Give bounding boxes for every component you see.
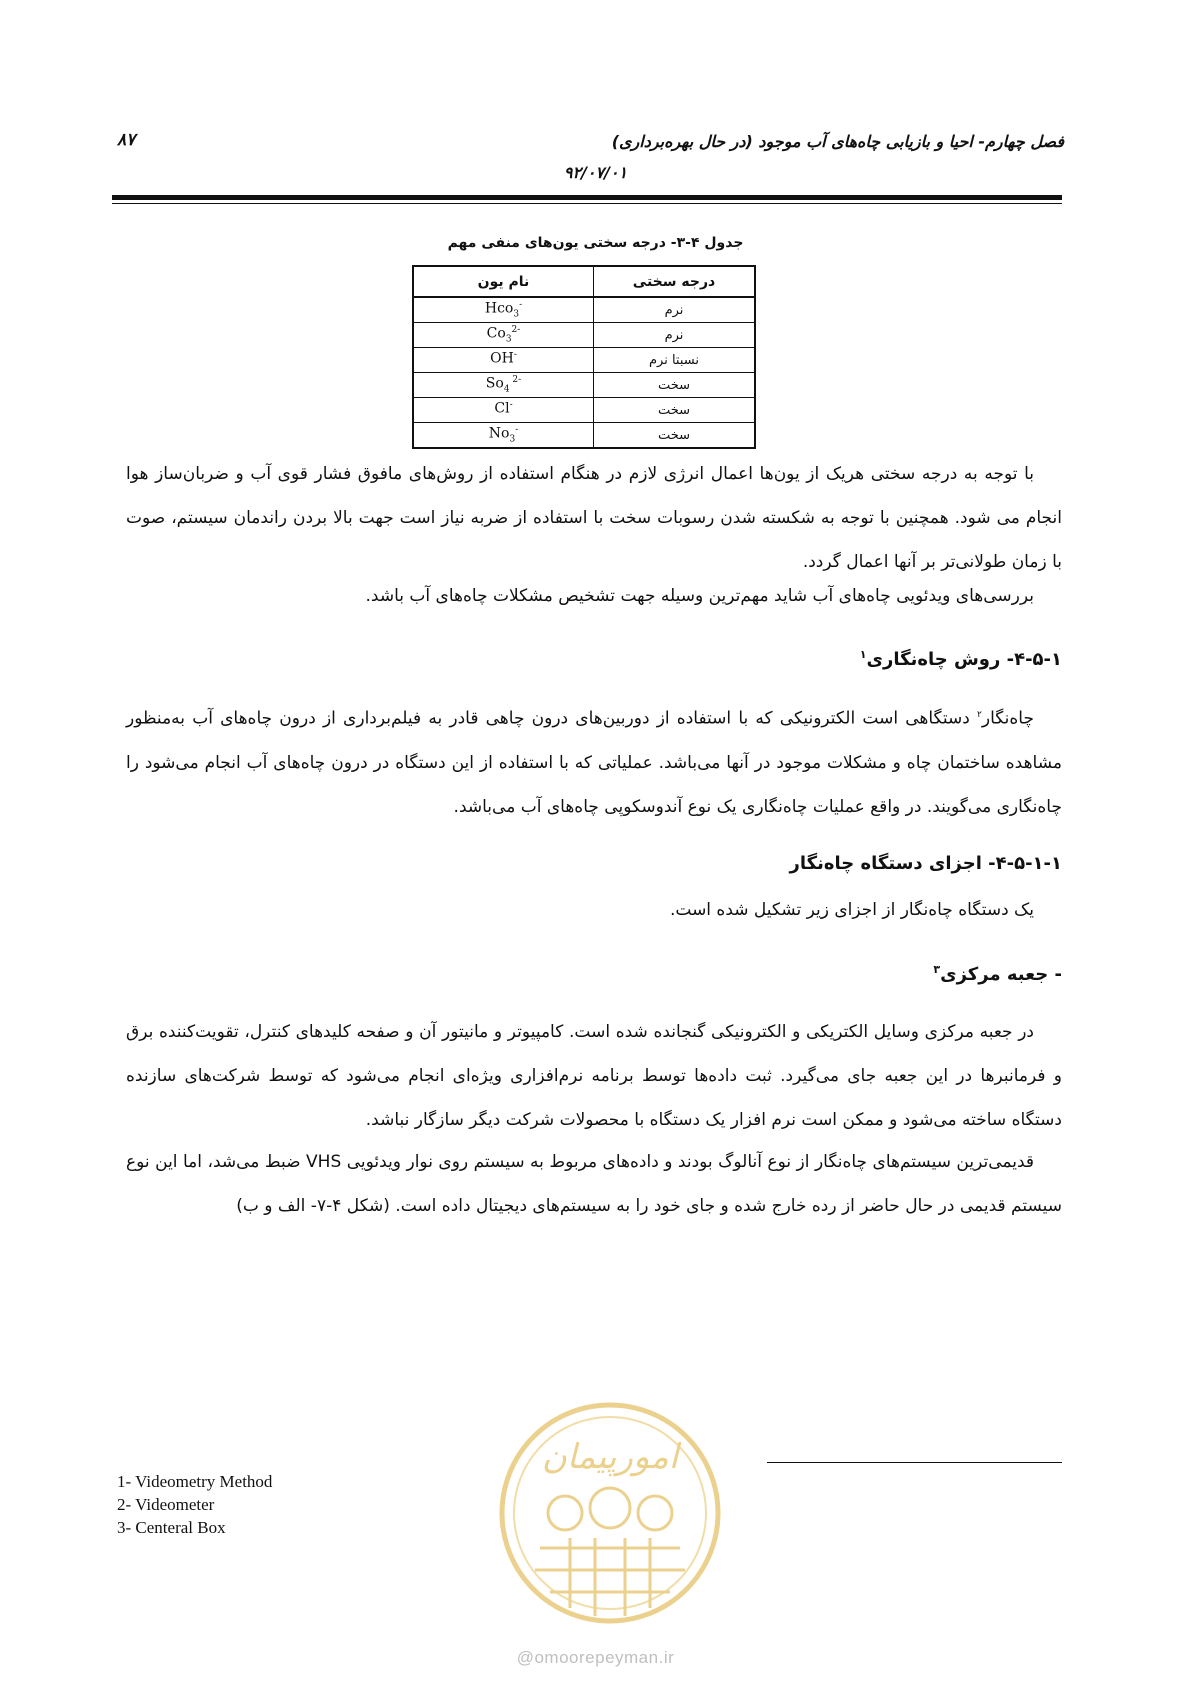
cell-hardness: نرم: [594, 297, 756, 323]
cell-ion: [413, 423, 594, 449]
cell-ion: [413, 348, 594, 373]
seal-text: امورپیمان: [541, 1437, 679, 1477]
header-rule-thin: [112, 203, 1062, 204]
footnote-2: 2- Videometer: [117, 1495, 215, 1514]
ion-hardness-table: [412, 265, 756, 449]
cell-ion: [413, 398, 594, 423]
paragraph-components-intro: یک دستگاه چاه‌نگار از اجزای زیر تشکیل شده است.: [669, 900, 1034, 920]
ion-charge: 2-: [511, 325, 521, 336]
watermark-site: @omoorepeyman.ir: [516, 1648, 675, 1667]
paragraph-videometer: [126, 693, 1062, 829]
cell-hardness: نرم: [594, 323, 756, 348]
section-heading-central-box: [126, 963, 1062, 985]
ion-symbol: Cl: [494, 400, 510, 417]
ion-subscript: 3: [513, 309, 520, 320]
footnote-1: 1- Videometry Method: [117, 1472, 273, 1491]
paragraph-video-inspection: بررسی‌های ویدئویی چاه‌های آب شاید مهم‌ترین وسیله جهت تشخیص مشکلات چاه‌های آب باشد.: [365, 586, 1034, 606]
cell-ion: [413, 297, 594, 323]
ion-symbol: Co: [486, 325, 506, 342]
page-number: ۸۷: [117, 130, 136, 150]
table-row: [413, 398, 755, 423]
footnote-ref: ۳: [933, 963, 941, 976]
table-header-row: [413, 266, 755, 297]
ion-symbol: So: [485, 375, 504, 392]
section-heading-well-imaging: [126, 648, 1062, 670]
seal-grid: [535, 1538, 685, 1616]
seal-gears: [548, 1488, 672, 1530]
table-caption: جدول ۴-۳- درجه سختی یون‌های منفی مهم: [447, 235, 744, 251]
cell-hardness: سخت: [594, 373, 756, 398]
table-row: [413, 348, 755, 373]
cell-hardness: نسبتا نرم: [594, 348, 756, 373]
watermark-seal: [495, 1398, 725, 1648]
footnote-ref: ۱: [859, 648, 867, 661]
heading-text: ۴-۵-۱- روش چاه‌نگاری: [866, 649, 1062, 670]
cell-hardness: سخت: [594, 423, 756, 449]
ion-charge: -: [513, 350, 517, 361]
footnotes: [117, 1470, 517, 1539]
ion-charge: -: [509, 400, 513, 411]
cell-hardness: سخت: [594, 398, 756, 423]
cell-ion: [413, 373, 594, 398]
paragraph-hardness-energy: با توجه به درجه سختی هریک از یون‌ها اعمال انرژی لازم در هنگام استفاده از روش‌های مافوق فشار قوی آب و ضربان‌ساز هوا انجام می شود. همچنین با توجه به شکسته شدن رسوبات سخت با استفاده از ضربه نیاز است جهت بالا بردن راندمان سیستم، صوت با زمان طولانی‌تر بر آنها اعمال گردد.: [126, 464, 1062, 572]
table-row: [413, 323, 755, 348]
term-videometer: چاه‌نگار: [981, 708, 1034, 729]
ion-subscript: 3: [505, 334, 512, 345]
header-date: ۹۲/۰۷/۰۱: [563, 163, 628, 182]
ion-charge: -: [519, 300, 523, 311]
ion-symbol: Hco: [484, 300, 514, 317]
ion-charge: -: [515, 425, 519, 436]
ion-symbol: No: [488, 425, 510, 442]
section-heading-components: ۴-۵-۱-۱- اجزای دستگاه چاه‌نگار: [789, 853, 1062, 874]
ion-subscript: 4: [503, 384, 510, 395]
paragraph-analog-systems: قدیمی‌ترین سیستم‌های چاه‌نگار از نوع آنالوگ بودند و داده‌های مربوط به سیستم روی نوار ویدئویی VHS ضبط می‌شد، اما این نوع سیستم قدیمی در حال حاضر از رده خارج شده و جای خود را به سیستم‌های دیجیتال داده است. (شکل ۴-۷- الف و ب): [126, 1152, 1062, 1216]
ion-charge: 2-: [509, 375, 522, 386]
chapter-title: فصل چهارم- احیا و بازیابی چاه‌های آب موجود (در حال بهره‌برداری): [611, 132, 1064, 151]
footnote-3: 3- Centeral Box: [117, 1518, 226, 1537]
column-header-ion: نام یون: [413, 266, 594, 297]
table-row: [413, 373, 755, 398]
cell-ion: [413, 323, 594, 348]
table-row: [413, 423, 755, 449]
ion-symbol: OH: [490, 350, 514, 367]
header-rule-thick: [112, 195, 1062, 200]
paragraph-text: دستگاهی است الکترونیکی که با استفاده از دوربین‌های درون چاهی قادر به فیلم‌برداری از درون چاه‌های آب به‌منظور مشاهده ساختمان چاه و مشکلات موجود در آنها می‌باشد. عملیاتی که با استفاده از این دستگاه در درون چاه‌های آب انجام می‌شود را چاه‌نگاری می‌گویند. در واقع عملیات چاه‌نگاری یک نوع آندوسکوپی چاه‌های آب می‌باشد.: [126, 708, 1062, 817]
footnote-ref: ۲: [977, 710, 982, 720]
paragraph-central-box: در جعبه مرکزی وسایل الکتریکی و الکترونیکی گنجانده شده است. کامپیوتر و مانیتور آن و صفحه کلیدهای کنترل، تقویت‌کننده برق و فرمانبرها در این جعبه جای می‌گیرد. ثبت داده‌ها توسط برنامه نرم‌افزاری ویژه‌ای انجام می‌شود که توسط شرکت‌های سازنده دستگاه ساخته می‌شود و ممکن است نرم افزار یک دستگاه با محصولات شرکت دیگر سازگار نباشد.: [126, 1022, 1062, 1130]
ion-subscript: 3: [509, 434, 516, 445]
column-header-hardness: درجه سختی: [594, 266, 756, 297]
heading-text: - جعبه مرکزی: [940, 964, 1062, 985]
table-row: [413, 297, 755, 323]
footnote-separator: [767, 1462, 1062, 1463]
